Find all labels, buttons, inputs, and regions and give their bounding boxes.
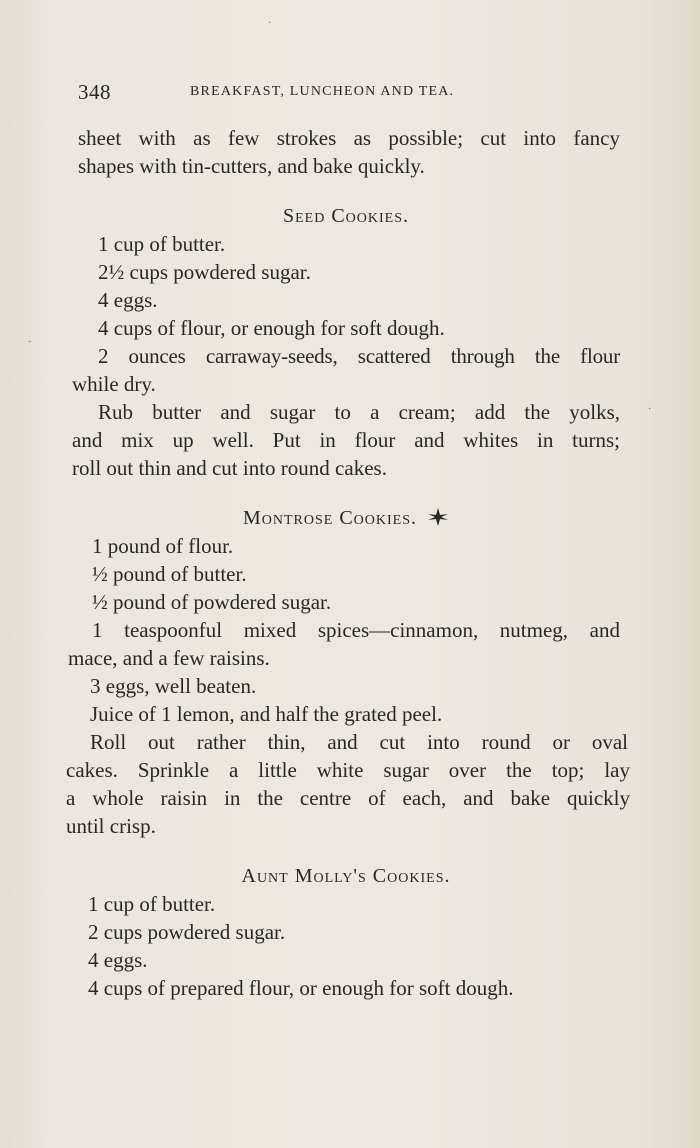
ingredient-line: 4 cups of flour, or enough for soft dough.	[98, 316, 445, 340]
spacer	[72, 482, 620, 504]
ingredient-line: ½ pound of powdered sugar.	[92, 590, 332, 614]
page-number: 348	[78, 80, 111, 104]
ink-speck: ˜	[28, 340, 32, 351]
instruction-line: and mix up well. Put in flour and whites in turns;	[72, 428, 620, 452]
recipe-heading-aunt-mollys-cookies: Aunt Molly's Cookies.	[241, 865, 451, 887]
recipe-heading-seed-cookies: Seed Cookies.	[282, 205, 409, 227]
instruction-line: Roll out rather thin, and cut into round or oval	[90, 730, 628, 754]
recipe-title: Montrose Cookies.	[242, 507, 417, 529]
ingredient-line: 1 pound of flour.	[92, 534, 234, 558]
spacer	[72, 840, 620, 862]
cross-pattee-icon	[427, 507, 449, 527]
ingredient-line: Juice of 1 lemon, and half the grated peel.	[90, 702, 443, 726]
running-head: BREAKFAST, LUNCHEON AND TEA.	[190, 84, 455, 99]
ingredient-line: mace, and a few raisins.	[68, 646, 270, 670]
ingredient-line: ½ pound of butter.	[92, 562, 247, 586]
text-line: shapes with tin-cutters, and bake quickly.	[78, 154, 425, 178]
recipe-heading-montrose-cookies	[72, 504, 620, 532]
ink-speck: ·	[648, 404, 652, 415]
ingredient-line: 3 eggs, well beaten.	[90, 674, 257, 698]
ingredient-line: 2½ cups powdered sugar.	[98, 260, 311, 284]
spacer	[72, 180, 620, 202]
instruction-line: Rub butter and sugar to a cream; add the yolks,	[98, 400, 620, 424]
ingredient-line: 2 cups powdered sugar.	[88, 920, 286, 944]
instruction-line: until crisp.	[66, 814, 156, 838]
ingredient-line: while dry.	[72, 372, 156, 396]
ingredient-line: 4 cups of prepared flour, or enough for soft dough.	[88, 976, 514, 1000]
page-header	[78, 80, 618, 108]
ingredient-line: 1 teaspoonful mixed spices—cinnamon, nutmeg, and	[92, 618, 620, 642]
ingredient-line: 1 cup of butter.	[98, 232, 226, 256]
instruction-line: a whole raisin in the centre of each, and bake quickly	[66, 786, 630, 810]
text-line: sheet with as few strokes as possible; cut into fancy	[78, 126, 620, 150]
ingredient-line: 4 eggs.	[98, 288, 158, 312]
ingredient-line: 4 eggs.	[88, 948, 148, 972]
ingredient-line: 1 cup of butter.	[88, 892, 216, 916]
instruction-line: roll out thin and cut into round cakes.	[72, 456, 387, 480]
instruction-line: cakes. Sprinkle a little white sugar over the top; lay	[66, 758, 630, 782]
page-body	[66, 124, 630, 1002]
ingredient-line: 2 ounces carraway-seeds, scattered through the flour	[98, 344, 620, 368]
ink-speck: ·	[268, 18, 272, 29]
